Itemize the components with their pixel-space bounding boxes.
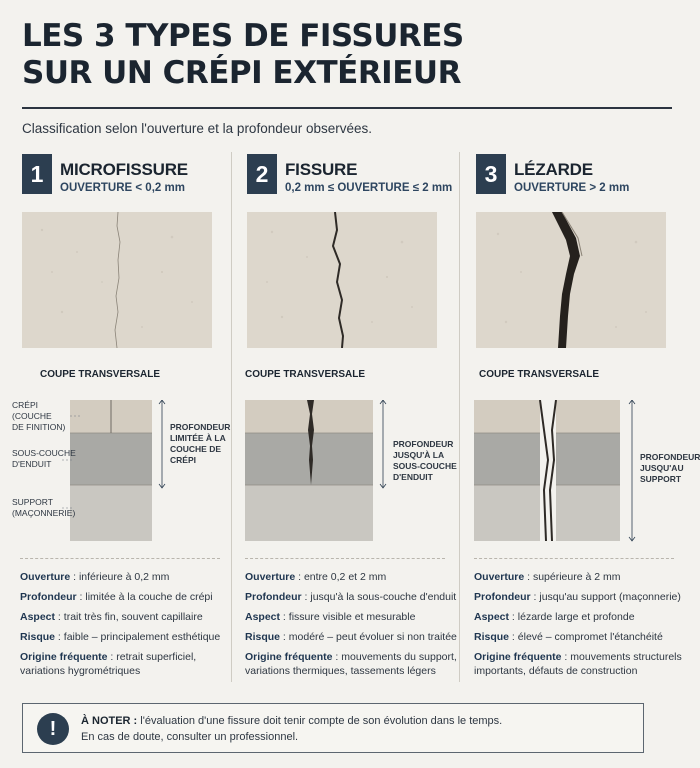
detail-origine: Origine fréquente : mouvements structurels importants, défauts de construction (474, 651, 682, 677)
details-list (474, 570, 689, 684)
layer-label-sous-couche: SOUS-COUCHE D'ENDUIT (12, 448, 76, 469)
exclamation-icon: ! (37, 713, 69, 745)
note-line-2: En cas de doute, consulter un professionnel. (81, 731, 299, 743)
type-column-fissure (235, 152, 460, 682)
type-opening: OUVERTURE < 0,2 mm (60, 182, 185, 194)
note-label: À NOTER : (81, 715, 138, 727)
detail-risque: Risque : modéré – peut évoluer si non traitée (245, 631, 457, 643)
layer-label-support: SUPPORT (MAÇONNERIE) (12, 497, 76, 518)
coupe-label: COUPE TRANSVERSALE (244, 369, 365, 380)
detail-aspect: Aspect : fissure visible et mesurable (245, 611, 416, 623)
detail-aspect: Aspect : lézarde large et profonde (474, 611, 635, 623)
type-title: FISSURE (285, 160, 358, 179)
detail-risque: Risque : faible – principalement esthétique (20, 631, 221, 643)
section-separator (20, 558, 220, 559)
detail-origine: Origine fréquente : mouvements du support, variations thermiques, tassements légers (245, 651, 457, 677)
depth-label: PROFONDEUR JUSQU'AU SUPPORT (640, 452, 700, 484)
detail-ouverture: Ouverture : supérieure à 2 mm (474, 571, 621, 583)
type-opening: OUVERTURE > 2 mm (514, 182, 630, 194)
title-divider (22, 107, 672, 109)
note-box (22, 703, 644, 753)
detail-risque: Risque : élevé – compromet l'étanchéité (474, 631, 663, 643)
page-subtitle: Classification selon l'ouverture et la profondeur observées. (22, 121, 373, 136)
type-number-badge: 3 (476, 154, 506, 194)
detail-origine: Origine fréquente : retrait superficiel, variations hygrométriques (20, 651, 197, 677)
type-title: MICROFISSURE (60, 160, 188, 179)
depth-label: PROFONDEUR LIMITÉE À LA COUCHE DE CRÉPI (170, 422, 231, 465)
section-separator (474, 558, 674, 559)
detail-aspect: Aspect : trait très fin, souvent capillaire (20, 611, 203, 623)
section-separator (245, 558, 445, 559)
type-title: LÉZARDE (514, 160, 593, 179)
detail-profondeur: Profondeur : limitée à la couche de crépi (20, 591, 213, 603)
crack-photo-microfissure (22, 212, 212, 348)
detail-ouverture: Ouverture : inférieure à 0,2 mm (20, 571, 170, 583)
layer-label-crepi: CRÉPI (COUCHE DE FINITION) (12, 400, 66, 432)
details-list (20, 570, 235, 684)
detail-ouverture: Ouverture : entre 0,2 et 2 mm (245, 571, 387, 583)
type-number-badge: 2 (247, 154, 277, 194)
depth-label: PROFONDEUR JUSQU'À LA SOUS-COUCHE D'ENDUIT (393, 439, 457, 482)
detail-profondeur: Profondeur : jusqu'à la sous-couche d'enduit (245, 591, 457, 603)
type-column-microfissure (10, 152, 235, 682)
crack-photo-lezarde (476, 212, 666, 348)
coupe-label: COUPE TRANSVERSALE (478, 369, 599, 380)
detail-profondeur: Profondeur : jusqu'au support (maçonnerie) (474, 591, 681, 603)
note-text (81, 713, 502, 745)
type-opening: 0,2 mm ≤ OUVERTURE ≤ 2 mm (285, 182, 453, 194)
details-list (245, 570, 460, 684)
type-column-lezarde (464, 152, 700, 682)
note-line-1: l'évaluation d'une fissure doit tenir compte de son évolution dans le temps. (140, 715, 503, 727)
coupe-label: COUPE TRANSVERSALE (40, 369, 161, 380)
type-number-badge: 1 (22, 154, 52, 194)
page-title: LES 3 TYPES DE FISSURES SUR UN CRÉPI EXTÉRIEUR (22, 18, 464, 91)
crack-photo-fissure (247, 212, 437, 348)
